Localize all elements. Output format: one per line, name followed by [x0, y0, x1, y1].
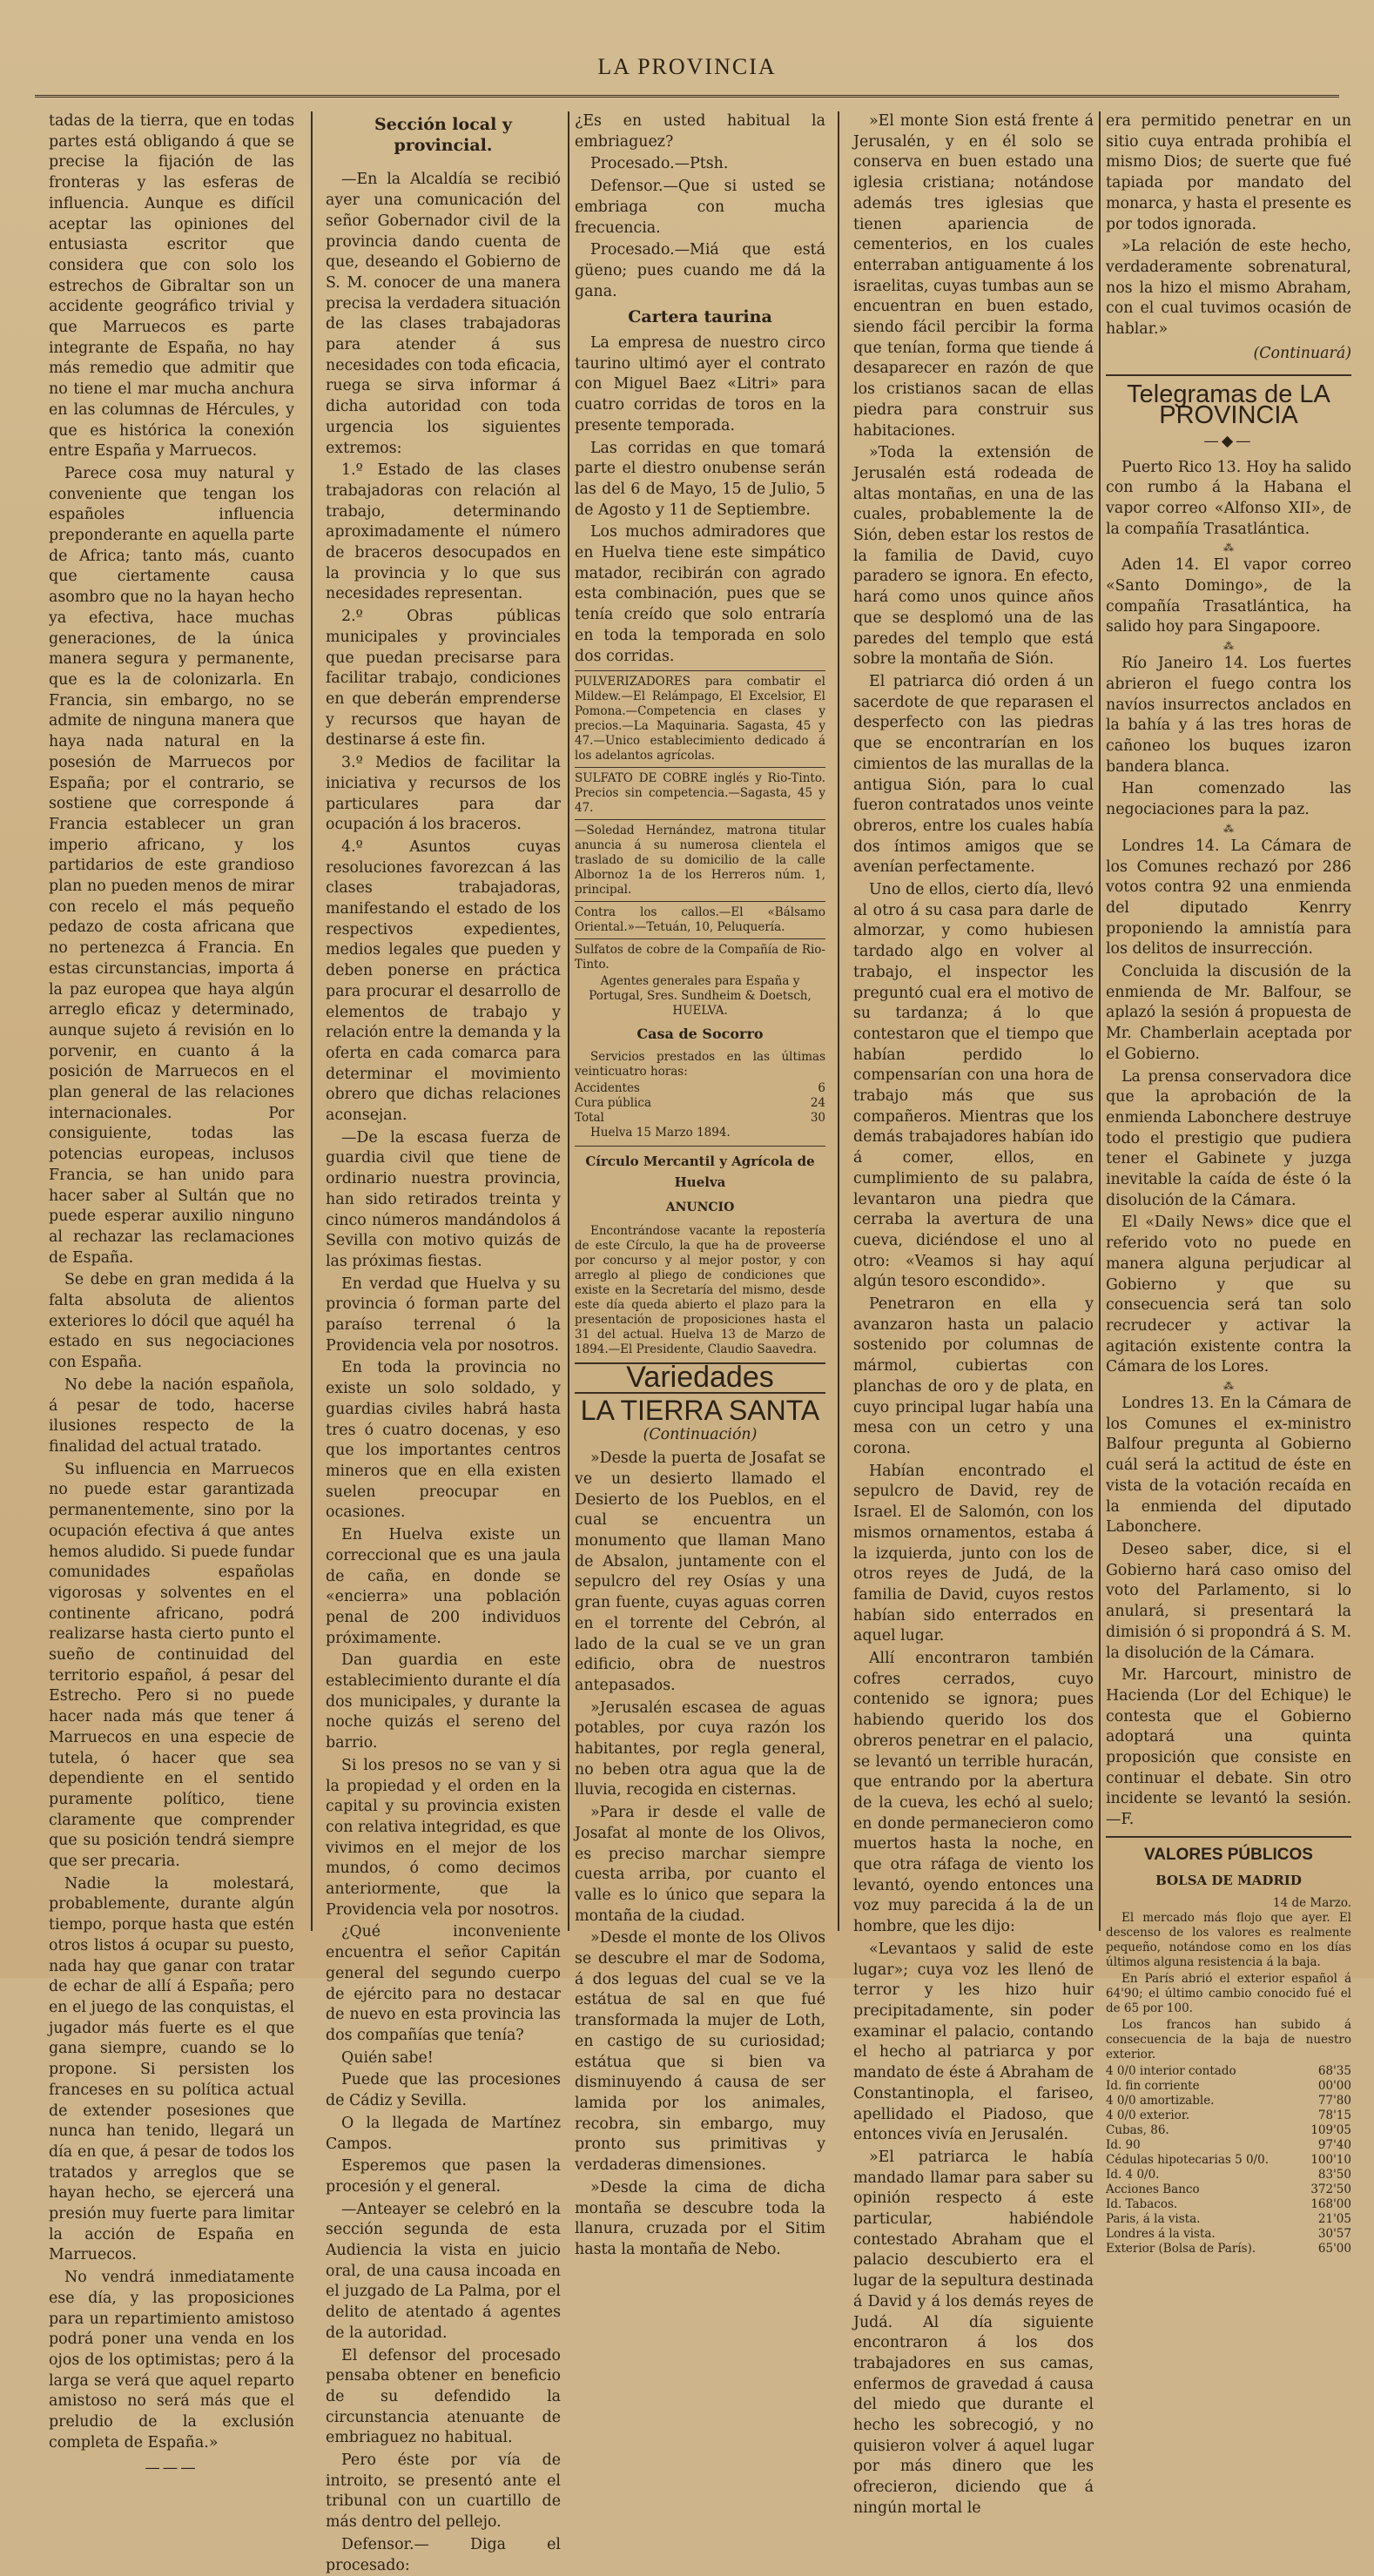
paragraph: Si los presos no se van y si la propiedad y el orden en la capital y su provincia existen con relativa integridad, es que vivimos en el mejor de los mundos, ó como decimos anteriormente, que la Providencia vela por nosotros. [326, 1756, 561, 1919]
story-subtitle: (Continuación) [643, 1425, 758, 1443]
masthead [35, 54, 1339, 98]
paragraph: —De la escasa fuerza de guardia civil que tiene de ordinario nuestra provincia, han sido retirados treinta y cinco números mandándolos á Sevilla con motivo quizás de las próximas fiestas. [326, 1128, 561, 1270]
table-row: 4 0/0 interior contado 68'35 [1106, 2064, 1351, 2079]
paragraph: Pero éste por vía de introito, se presentó ante el tribunal con un cuartillo de más dentro del pellejo. [326, 2452, 561, 2532]
anuncio-heading: ANUNCIO [665, 1201, 735, 1215]
paragraph: »Para ir desde el valle de Josafat al monte de los Olivos, es preciso marchar siempre cuesta arriba, por cuanto el valle es lo único que separa la montaña de la ciudad. [575, 1804, 825, 1925]
column-divider [568, 111, 569, 1931]
paragraph: En toda la provincia no existe un solo soldado, y guardias civiles habrá hasta tres ó cuatro docenas, y eso que los importantes centros mineros que en ella existen suelen preocupar en ocasiones. [326, 1359, 561, 1522]
separator-stars: ⁂ [1223, 541, 1234, 555]
paragraph: Procesado.—Ptsh. [590, 155, 729, 173]
paragraph: Esperemos que pasen la procesión y el general. [326, 2157, 561, 2196]
paragraph: La empresa de nuestro circo taurino ultimó ayer el contrato con Miguel Baez «Litri» para cuatro corridas de toros en la presente temporada. [575, 334, 825, 434]
story-title: LA TIERRA SANTA [580, 1394, 820, 1426]
paragraph: El patriarca dió orden á un sacerdote de que reparasen el desperfecto con las piedras que se encontrarían en los cimientos de las murallas de la antigua Sión, para lo cual fueron contratados unos veinte obreros, entre los cuales había dos íntimos amigos que se avenían perfectamente. [853, 672, 1094, 877]
paragraph: Londres 13. En la Cámara de los Comunes el ex-ministro Balfour pregunta al Gobierno cuál será la actitud de éste en vista de la votación recaída en la enmienda del diputado Labonchere. [1106, 1395, 1351, 1537]
paragraph: Parece cosa muy natural y conveniente que tengan los españoles influencia preponderante en aquella parte de Africa; tanto más, cuanto que ciertamente causa asombro que no la hayan hecho ya efectiva, hace muchas generaciones, de la única manera segura y permanente, que es la de colonizarla. En Francia, sin embargo, no se admite de ninguna manera que haya nada natural en la posesión de Marruecos por España; por el contrario, se sostiene que corresponde á Francia establecer un gran imperio africano, y los partidarios de este grandioso plan no pueden menos de mirar con recelo el más pequeño pedazo de costa africana que no pertenezca á Francia. En estas circunstancias, importa á la paz europea que haya algún arreglo eficaz y determinado, aunque sujeto á revisión en lo porvenir, en cuanto á la posición de Marruecos en el plan general de las relaciones internacionales. Por consiguiente, todas las potencias europeas, inclusos Francia, se han unido para hacer saber al Sultán que no puede esperar auxilio ninguno al rechazar las reclamaciones de España. [49, 464, 294, 1267]
column-2 [326, 111, 561, 2574]
page-title: LA PROVINCIA [597, 54, 777, 79]
paragraph: »El monte Sion está frente á Jerusalén, y en él solo se conserva en buen estado una iglesia cristiana; notándose además tres iglesias que tienen apariencia de cementerios, en los cuales enterraban antiguamente á los israelitas, cuyas tumbas aun se encuentran en buen estado, siendo fácil percibir la forma que tenían, forma que tiende á desaparecer en razón de que los cristianos sacan de ellas piedra para construir sus habitaciones. [853, 112, 1094, 440]
section-heading-local: Sección local y provincial. [374, 115, 512, 155]
separator-stars: ⁂ [1223, 822, 1234, 835]
section-heading-taurina: Cartera taurina [628, 307, 772, 327]
ornament-divider: ——— [145, 2459, 199, 2478]
paragraph: —En la Alcaldía se recibió ayer una comunicación del señor Gobernador civil de la provincia dando cuenta de que, deseando el Gobierno de S. M. conocer de una manera precisa la verdadera situación de las clases trabajadoras para atender á sus necesidades con toda eficacia, ruega se sirva informar á dicha autoridad con toda urgencia los siguientes extremos: [326, 171, 561, 457]
paragraph: Uno de ellos, cierto día, llevó al otro á su casa para darle de almorzar, y como hubiesen tardado algo en volver al trabajo, el inspector les preguntó cual era el motivo de su tardanza; á lo que contestaron que el tiempo que habían perdido lo compensarían con una hora de trabajo más que sus compañeros. Mientras que los demás trabajadores habían ido á comer, ellos, en cumplimiento de su palabra, levantaron una piedra que cerraba la avertura de una cueva, diciéndose el uno al otro: «Veamos si hay aquí algún tesoro escondido». [853, 881, 1094, 1291]
section-heading-socorro: Casa de Socorro [636, 1026, 764, 1043]
paragraph: Se debe en gran medida á la falta absoluta de alientos exteriores lo dócil que aquél ha estado en sus negociaciones con España. [49, 1271, 294, 1372]
paragraph: No debe la nación española, á pesar de todo, hacerse ilusiones respecto de la finalidad del actual tratado. [49, 1375, 294, 1456]
paragraph: »Desde el monte de los Olivos se descubre el mar de Sodoma, á dos leguas del cual se ve la estátua de sal en que fué transformada la mujer de Loth, en castigo de su curiosidad; estátua que si bien va disminuyendo á causa de ser lamida por los animales, recobra, sin embargo, muy pronto sus primitivas y verdaderas dimensiones. [575, 1929, 825, 2175]
section-heading-circulo: Círculo Mercantil y Agrícola de Huelva [575, 1146, 825, 1193]
paragraph: Han comenzado las negociaciones para la paz. [1106, 780, 1351, 819]
table-row: Accidentes 6 [575, 1080, 825, 1095]
date-line: 14 de Marzo. [1272, 1896, 1351, 1911]
table-row: Id. fin corriente 00'00 [1106, 2079, 1351, 2094]
paragraph: Servicios prestados en las últimas veinticuatro horas: [575, 1049, 825, 1079]
table-row: 4 0/0 amortizable. 77'80 [1106, 2094, 1351, 2109]
paragraph: El defensor del procesado pensaba obtener en beneficio de su defendido la circunstancia atenuante de embriaguez no habitual. [326, 2346, 561, 2447]
column-4 [853, 111, 1094, 2517]
paragraph: «Levantaos y salid de este lugar»; cuya voz les llenó de terror y les hizo huir precipitadamente, sin poder examinar el palacio, contando el hecho al patriarca y por mandato de éste á Abraham de Constantinopla, el fariseo, apellidado el Piadoso, que entonces vivía en Jerusalén. [853, 1940, 1094, 2144]
paragraph: era permitido penetrar en un sitio cuya entrada prohibía el mismo Dios; de suerte que fué tapiada por mandato del monarca, y hasta el presente es por todos ignorada. [1106, 112, 1351, 233]
column-1 [49, 111, 294, 2478]
table-row: Paris, á la vista. 21'05 [1106, 2212, 1351, 2227]
paragraph: »Desde la puerta de Josafat se ve un desierto llamado el Desierto de los Pueblos, en el cual se encuentra un monumento que llaman Mano de Absalon, juntamente con el sepulcro del rey Osías y una gran fuente, cuyas aguas corren en el torrente del Cebrón, al lado de la cual se ve un gran edificio, obra de nuestros antepasados. [575, 1449, 825, 1694]
paragraph: Su influencia en Marruecos no puede estar garantizada permanentemente, sino por la ocupación efectiva á que antes hemos aludido. Si puede fundar comunidades españolas vigorosas y solventes en el continente africano, podrá realizarse hasta cierto punto el sueño de continuidad del territorio español, á pesar del Estrecho. Pero si no puede hacer nada más que tener á Marruecos en una especie de tutela, ó hacer que sea dependiente en el sentido puramente político, tiene claramente que comprender que su posición tendrá siempre que ser precaria. [49, 1460, 294, 1871]
paragraph: 1.º Estado de las clases trabajadoras con relación al trabajo, determinando aproximadamente el número de braceros desocupados en la provincia y lo que sus necesidades representan. [326, 461, 561, 603]
paragraph: Las corridas en que tomará parte el diestro onubense serán las del 6 de Mayo, 15 de Julio, 5 de Agosto y 11 de Septiembre. [575, 439, 825, 519]
table-row: Cura pública 24 [575, 1095, 825, 1110]
paragraph: Nadie la molestará, probablemente, durante algún tiempo, porque hasta que estén otros listos á ocupar su puesto, nada hay que ganar con tratar de echar de allí á España; pero en el juego de las conquistas, el jugador más fuerte es el que gana siempre, cuando se lo propone. Si persisten los franceses en su política actual de extender posesiones que nunca han tenido, llegará un día en que, á pesar de todos los tratados y arreglos que se hayan hecho, se ejercerá una presión muy fuerte para limitar la acción de España en Marruecos. [49, 1874, 294, 2264]
column-divider [1099, 111, 1101, 1931]
paragraph: Deseo saber, dice, si el Gobierno hará caso omiso del voto del Parlamento, si lo anulará, si presentará la dimisión ó si propondrá á S. M. la disolución de la Cámara. [1106, 1541, 1351, 1662]
paragraph: tadas de la tierra, que en todas partes está obligando á que se precise la fijación de las fronteras y las esferas de influencia. Aunque es difícil aceptar las opiniones del entusiasta escritor que considera que con solo los estrechos de Gibraltar son un accidente geográfico trivial y que Marruecos es parte integrante de España, no hay más remedio que admitir que no tiene el mar mucha anchura en las columnas de Hércules, y que es histórica la conexión entre España y Marruecos. [49, 112, 294, 461]
paragraph: Los francos han subido á consecuencia de la baja de nuestro exterior. [1106, 2018, 1351, 2062]
paragraph: »Jerusalén escasea de aguas potables, por cuya razón los habitantes, por regla general, no beben otra agua que la de lluvia, recogida en cisternas. [575, 1698, 825, 1799]
section-heading-valores: VALORES PÚBLICOS [1106, 1836, 1351, 1866]
paragraph: Puede que las procesiones de Cádiz y Sevilla. [326, 2071, 561, 2110]
advertisement: —Soledad Hernández, matrona titular anuncia á su numerosa clientela el traslado de su domicilio de la calle Albornoz 1a de los Herreros núm. 1, principal. [575, 819, 825, 898]
advertisement: Agentes generales para España y Portugal, Sres. Sundheim & Doetsch, HUELVA. [589, 974, 812, 1019]
paragraph: En Huelva existe un correccional que es una jaula de caña, en donde se «encierra» una población penal de 200 individuos próximamente. [326, 1526, 561, 1647]
advertisement: SULFATO DE COBRE inglés y Rio-Tinto. Precios sin competencia.—Sagasta, 45 y 47. [575, 767, 825, 816]
advertisement: Sulfatos de cobre de la Compañía de Rio-Tinto. [575, 938, 825, 972]
paragraph: Defensor.— Diga el procesado: [326, 2535, 561, 2574]
paragraph: Puerto Rico 13. Hoy ha salido con rumbo á la Habana el vapor correo «Alfonso XII», de la compañía Trasatlántica. [1106, 458, 1351, 538]
paragraph: »Desde la cima de dicha montaña se descubre toda la llanura, cruzada por el Sitim hasta la montaña de Nebo. [575, 2178, 825, 2258]
column-3 [575, 111, 825, 2258]
table-row: Cédulas hipotecarias 5 0/0. 100'10 [1106, 2153, 1351, 2168]
separator-stars: ⁂ [1223, 1380, 1234, 1393]
paragraph: Dan guardia en este establecimiento durante el día dos municipales, y durante la noche quizás el sereno del barrio. [326, 1651, 561, 1752]
masthead-rule [35, 95, 1339, 98]
table-row: Total 30 [575, 1110, 825, 1125]
paragraph: Procesado.—Miá que está güeno; pues cuando me dá la gana. [575, 241, 825, 300]
date-line: Huelva 15 Marzo 1894. [590, 1125, 731, 1140]
paragraph: En verdad que Huelva y su provincia ó forman parte del paraíso terrenal ó la Providencia vela por nosotros. [326, 1275, 561, 1355]
paragraph: En París abrió el exterior español á 64'90; el último cambio conocido fué el de 65 por 100. [1106, 1972, 1351, 2016]
paragraph: Allí encontraron también cofres cerrados, cuyo contenido se ignora; pues habiendo querido los dos obreros penetrar en el palacio, se levantó un terrible huracán, que entrando por la abertura de la cueva, les echó al suelo; en donde permanecieron como muertos hasta la noche, en que otra ráfaga de viento los levantó, oyendo entonces una voz muy parecida á la de un hombre, que les dijo: [853, 1650, 1094, 1936]
ornament-divider: —◆— [1203, 432, 1254, 450]
paragraph: 2.º Obras públicas municipales y provinciales que puedan precisarse para facilitar trabajo, condiciones en que deberán emprenderse y recursos que hayan de destinarse á este fin. [326, 608, 561, 750]
separator-stars: ⁂ [1223, 640, 1234, 653]
paragraph: 4.º Asuntos cuyas resoluciones favorezcan á las clases trabajadoras, manifestando el estado de los respectivos expedientes, medios legales que pueden y deben ponerse en práctica para procurar el desarrollo de elementos de trabajo y relación entre la demanda y la oferta en cada comarca para determinar el movimiento obrero que dichas relaciones aconsejan. [326, 837, 561, 1125]
column-divider [311, 111, 313, 1931]
paragraph: 3.º Medios de facilitar la iniciativa y recursos de los particulares para dar ocupación á los braceros. [326, 754, 561, 834]
section-heading-telegramas: Telegramas de LA PROVINCIA [1106, 374, 1351, 426]
table-row: Cubas, 86. 109'05 [1106, 2123, 1351, 2138]
continuara-note: (Continuará) [1253, 344, 1351, 362]
bolsa-heading: BOLSA DE MADRID [1155, 1872, 1302, 1888]
paragraph: »El patriarca le había mandado llamar para saber su opinión respecto á este particular, habiéndole contestado Abraham que el palacio descubierto era el lugar de la sepultura destinada á David y á los demás reyes de Judá. Al día siguiente encontraron á los dos trabajadores en sus camas, enfermos de gravedad á causa del miedo que durante el hecho les sobrecogió, y no quisieron volver á aquel lugar por más dinero que les ofrecieron, diciendo que á ningún mortal le [853, 2148, 1094, 2517]
column-5 [1106, 111, 1351, 2257]
paragraph: La prensa conservadora dice que la aprobación de la enmienda Labonchere destruye todo el prestigio que pudiera tener el Gabinete y juzga inevitable la caída de éste ó la disolución de la Cámara. [1106, 1067, 1351, 1209]
paragraph: El «Daily News» dice que el referido voto no puede en manera alguna perjudicar al Gobierno y que su consecuencia será tan solo recrudecer y activar la agitación existente contra la Cámara de los Lores. [1106, 1214, 1351, 1376]
paragraph: Penetraron en ella y avanzaron hasta un palacio sostenido por columnas de mármol, cubiertas con planchas de oro y de plata, en cuyo principal lugar había una mesa con un cetro y una corona. [853, 1295, 1094, 1457]
advertisement: Contra los callos.—El «Bálsamo Oriental.»—Tetuán, 10, Peluquería. [575, 901, 825, 935]
paragraph: Mr. Harcourt, ministro de Hacienda (Lor del Echique) le contesta que el Gobierno adoptará una quinta proposición que consiste en continuar el debate. Sin otro incidente se levantó la sesión.—F. [1106, 1666, 1351, 1829]
paragraph: O la llegada de Martínez Campos. [326, 2114, 561, 2153]
paragraph: Río Janeiro 14. Los fuertes abrieron el fuego contra los navíos insurrectos anclados en la bahía y á las tres horas de cañoneo los buques izaron bandera blanca. [1106, 655, 1351, 776]
advertisement: PULVERIZADORES para combatir el Mildew.—El Relámpago, El Excelsior, El Pomona.—Competencia en clases y precios.—La Maquinaria. Sagasta, 45 y 47.—Unico establecimiento dedicado á los adelantos agrícolas. [575, 670, 825, 763]
paragraph: »La relación de este hecho, verdaderamente sobrenatural, nos la hizo el mismo Abraham, con el cual tuvimos ocasión de hablar.» [1106, 238, 1351, 339]
paragraph: ¿Es en usted habitual la embriaguez? [575, 112, 825, 151]
paragraph: Aden 14. El vapor correo «Santo Domingo», de la compañía Trasatlántica, ha salido hoy para Singapoore. [1106, 556, 1351, 636]
paragraph: Concluida la discusión de la enmienda de Mr. Balfour, se aplazó la sesión á propuesta de Mr. Chamberlain aceptada por el Gobierno. [1106, 963, 1351, 1063]
table-row: 4 0/0 exterior. 78'15 [1106, 2109, 1351, 2123]
paragraph: ¿Qué inconveniente encuentra el señor Capitán general del segundo cuerpo de ejército para no destacar de nuevo en esta provincia las dos compañías que tenía? [326, 1923, 561, 2044]
paragraph: Quién sabe! [341, 2048, 434, 2067]
paragraph: Los muchos admiradores que en Huelva tiene este simpático matador, recibirán con agrado esta combinación, pues que se tenía creído que solo entraría en toda la temporada en solo dos corridas. [575, 523, 825, 665]
paragraph: El mercado más flojo que ayer. El descenso de los valores es realmente pequeño, notándose como en los días últimos alguna resistencia á la baja. [1106, 1911, 1351, 1970]
table-row: Id. 4 0/0. 83'50 [1106, 2168, 1351, 2183]
paragraph: Londres 14. La Cámara de los Comunes rechazó por 286 votos contra 92 una enmienda del diputado Kenrry proponiendo la amnistía para los delitos de insurrección. [1106, 837, 1351, 958]
table-row: Acciones Banco 372'50 [1106, 2183, 1351, 2197]
paragraph: No vendrá inmediatamente ese día, y las proposiciones para un repartimiento amistoso podrá poner una venda en los ojos de los optimistas; pero á la larga se verá que aquel reparto amistoso no será más que el preludio de la exclusión completa de España.» [49, 2269, 294, 2452]
paragraph: »Toda la extensión de Jerusalén está rodeada de altas montañas, en una de las cuales, probablemente la de Sión, deben estar los restos de la familia de David, cuyo paradero se ignora. En efecto, hará como unos quince años que se desplomó una de las paredes del templo que está sobre la montaña de Sión. [853, 444, 1094, 669]
paragraph: Habían encontrado el sepulcro de David, rey de Israel. El de Salomón, con los mismos ornamentos, estaba á la izquierda, junto con los de otros reyes de Judá, de la familia de David, cuyos restos habían sido enterrados en aquel lugar. [853, 1462, 1094, 1645]
table-row: Id. 90 97'40 [1106, 2138, 1351, 2153]
paragraph: —Anteayer se celebró en la sección segunda de esta Audiencia la vista en juicio oral, de una causa incoada en el juzgado de La Palma, por el delito de atentado á agentes de la autoridad. [326, 2200, 561, 2342]
section-heading-variedades: Variedades [575, 1362, 825, 1394]
paragraph: Defensor.—Que si usted se embriaga con mucha frecuencia. [575, 178, 825, 237]
table-row: Id. Tabacos. 168'00 [1106, 2197, 1351, 2212]
table-row: Londres á la vista. 30'57 [1106, 2227, 1351, 2242]
column-divider [838, 111, 839, 1931]
table-row: Exterior (Bolsa de París). 65'00 [1106, 2242, 1351, 2257]
paragraph: Encontrándose vacante la repostería de este Círculo, la que ha de proveerse por concurso y al mejor postor, y con arreglo al pliego de condiciones que existe en la Secretaría del mismo, desde este día queda abierto el plazo para la presentación de proposiciones hasta el 31 del actual. Huelva 13 de Marzo de 1894.—El Presidente, Claudio Saavedra. [575, 1224, 825, 1357]
